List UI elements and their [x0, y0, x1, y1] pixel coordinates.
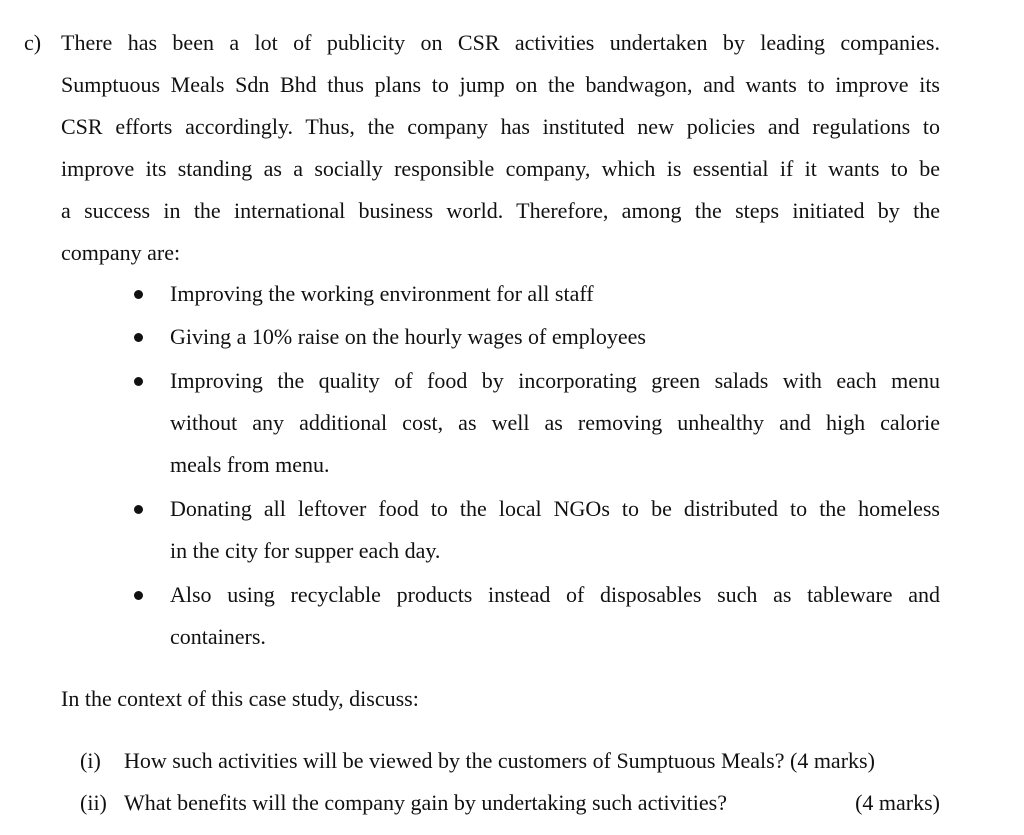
intro-line-4: improve its standing as a socially responsible company, which is essential if it wants to be — [61, 156, 940, 181]
bullet-line: without any additional cost, as well as removing unhealthy and high calorie — [170, 410, 940, 435]
question-label: c) — [24, 30, 42, 55]
bullet-item-food-quality — [170, 360, 940, 486]
intro-line-6: company are: — [61, 240, 181, 265]
bullet-line: Giving a 10% raise on the hourly wages of employees — [170, 324, 646, 349]
bullet-item-working-environment — [170, 273, 940, 315]
bullet-item-donating-food — [170, 488, 940, 572]
sub-question-text: How such activities will be viewed by the customers of Sumptuous Meals? (4 marks) — [124, 748, 875, 773]
sub-question-i — [80, 740, 940, 782]
intro-line-1: There has been a lot of publicity on CSR activities undertaken by leading companies. — [61, 30, 940, 55]
bullet-icon — [134, 333, 143, 342]
sub-question-ii — [80, 782, 940, 824]
discussion-prompt: In the context of this case study, discuss: — [61, 686, 419, 711]
bullet-item-recyclable-products — [170, 574, 940, 658]
bullet-icon — [134, 377, 143, 386]
sub-question-number: (i) — [80, 748, 101, 773]
bullet-line: containers. — [170, 624, 266, 649]
bullet-icon — [134, 505, 143, 514]
bullet-icon — [134, 290, 143, 299]
bullet-line: Improving the working environment for all staff — [170, 281, 594, 306]
bullet-line: in the city for supper each day. — [170, 538, 441, 563]
marks-label: (4 marks) — [855, 790, 940, 815]
sub-question-text: What benefits will the company gain by undertaking such activities? — [124, 790, 727, 815]
intro-line-3: CSR efforts accordingly. Thus, the company has instituted new policies and regulations to — [61, 114, 940, 139]
intro-line-2: Sumptuous Meals Sdn Bhd thus plans to jump on the bandwagon, and wants to improve its — [61, 72, 940, 97]
intro-line-5: a success in the international business world. Therefore, among the steps initiated by the — [61, 198, 940, 223]
bullet-item-wage-raise — [170, 316, 940, 358]
bullet-line: Improving the quality of food by incorporating green salads with each menu — [170, 368, 940, 393]
sub-question-number: (ii) — [80, 790, 107, 815]
bullet-line: Donating all leftover food to the local NGOs to be distributed to the homeless — [170, 496, 940, 521]
bullet-icon — [134, 591, 143, 600]
bullet-line: Also using recyclable products instead of disposables such as tableware and — [170, 582, 940, 607]
bullet-line: meals from menu. — [170, 452, 330, 477]
